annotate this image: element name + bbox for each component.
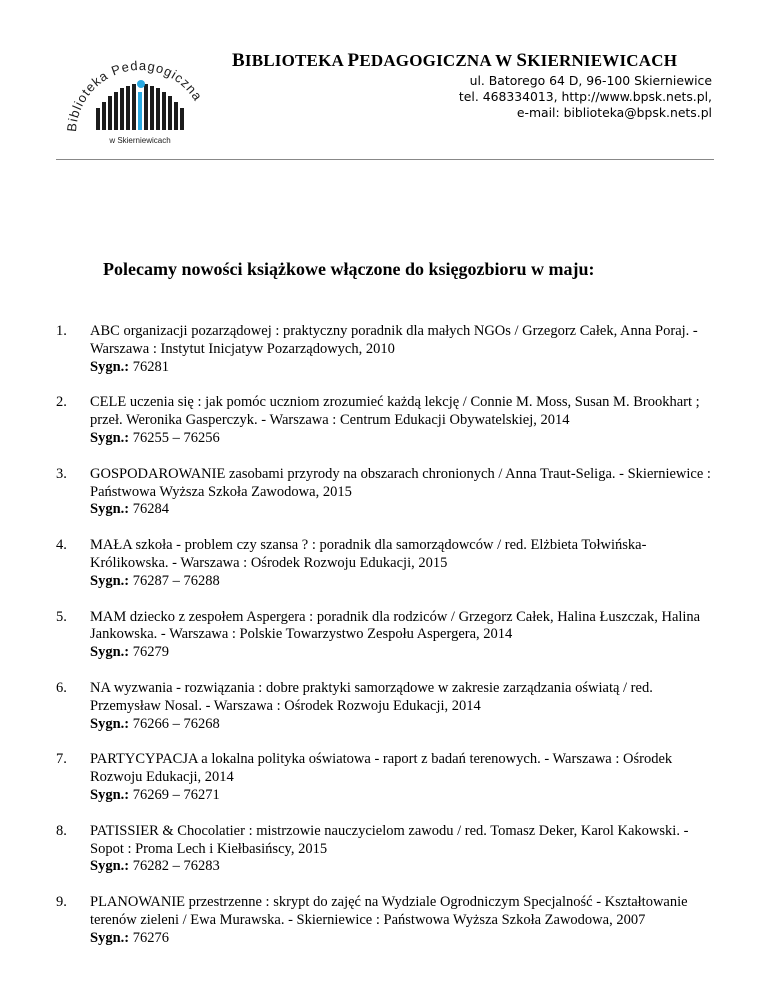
page-heading: Polecamy nowości książkowe włączone do księgozbioru w maju: bbox=[103, 259, 595, 279]
signature-value: 76282 – 76283 bbox=[132, 858, 220, 875]
book-description: PATISSIER & Chocolatier : mistrzowie nauczycielom zawodu / red. Tomasz Deker, Karol Kakowski. - Sopot : Proma Lech i Kiełbasińscy, 2015 bbox=[90, 822, 689, 857]
book-entry bbox=[56, 466, 716, 519]
signature-label: Sygn.: bbox=[90, 501, 130, 518]
logo-book-bar bbox=[114, 92, 118, 130]
library-name-part: P bbox=[347, 50, 360, 71]
book-number: 9. bbox=[56, 894, 67, 911]
book-list bbox=[56, 323, 716, 966]
book-description: CELE uczenia się : jak pomóc uczniom zrozumieć każdą lekcję / Connie M. Moss, Susan M. Brookhart ; przeł. Weronika Gasperczyk. - Warszawa : Centrum Edukacji Obywatelskiej, 2014 bbox=[90, 394, 700, 429]
signature-value: 76281 bbox=[132, 358, 169, 375]
book-description: ABC organizacji pozarządowej : praktyczny poradnik dla małych NGOs / Grzegorz Całek, Anna Poraj. - Warszawa : Instytut Inicjatyw Pozarządowych, 2010 bbox=[90, 323, 698, 357]
signature-label: Sygn.: bbox=[90, 429, 130, 446]
logo-book-bar bbox=[144, 84, 148, 130]
logo-dot bbox=[137, 80, 145, 88]
logo-book-bar bbox=[150, 86, 154, 130]
signature-label: Sygn.: bbox=[90, 644, 130, 661]
book-number: 5. bbox=[56, 608, 67, 625]
logo-book-bar bbox=[108, 96, 112, 130]
logo-books bbox=[96, 84, 184, 130]
book-number: 3. bbox=[56, 465, 67, 482]
signature-value: 76255 – 76256 bbox=[132, 429, 220, 446]
logo-book-bar bbox=[120, 88, 124, 130]
signature-value: 76284 bbox=[132, 501, 169, 518]
library-logo bbox=[58, 42, 220, 146]
book-signature bbox=[90, 716, 220, 732]
book-number: 6. bbox=[56, 679, 67, 696]
logo-book-bar bbox=[96, 108, 100, 130]
logo-book-bar bbox=[156, 88, 160, 130]
book-number: 4. bbox=[56, 537, 67, 554]
book-number: 2. bbox=[56, 394, 67, 411]
book-description: MAM dziecko z zespołem Aspergera : poradnik dla rodziców / Grzegorz Całek, Halina Łuszczak, Halina Jankowska. - Warszawa : Polskie Towarzystwo Zespołu Aspergera, 2014 bbox=[90, 608, 701, 643]
logo-book-bar bbox=[168, 96, 172, 130]
logo-book-bar bbox=[180, 108, 184, 130]
signature-label: Sygn.: bbox=[90, 715, 130, 732]
book-signature bbox=[90, 930, 169, 946]
logo-book-bar bbox=[126, 86, 130, 130]
book-signature bbox=[90, 430, 220, 446]
library-name-part: IBLIOTEKA bbox=[244, 51, 348, 70]
book-entry bbox=[56, 894, 716, 947]
library-name-part: KIERNIEWICACH bbox=[527, 51, 678, 70]
logo-book-bar bbox=[162, 92, 166, 130]
book-signature bbox=[90, 858, 220, 874]
library-name-part: EDAGOGICZNA W bbox=[359, 51, 517, 70]
library-logo-graphic bbox=[58, 42, 220, 146]
signature-label: Sygn.: bbox=[90, 858, 130, 875]
book-signature bbox=[90, 359, 169, 375]
book-description: NA wyzwania - rozwiązania : dobre praktyki samorządowe w zakresie zarządzania oświatą / red. Przemysław Nosal. - Warszawa : Ośrodek Rozwoju Edukacji, 2014 bbox=[90, 679, 653, 714]
email: e-mail: biblioteka@bpsk.nets.pl bbox=[516, 105, 712, 120]
book-description: GOSPODAROWANIE zasobami przyrody na obszarach chronionych / Anna Traut-Seliga. - Skierniewice : Państwowa Wyższa Szkoła Zawodowa, 2015 bbox=[90, 465, 711, 500]
book-signature bbox=[90, 787, 220, 803]
library-name bbox=[232, 50, 677, 72]
logo-bottom-text: w Skierniewicach bbox=[109, 136, 171, 145]
book-entry bbox=[56, 394, 716, 447]
logo-arc-text: Biblioteka Pedagogiczna bbox=[63, 57, 206, 133]
library-name-part: S bbox=[516, 50, 528, 71]
signature-label: Sygn.: bbox=[90, 929, 130, 946]
signature-label: Sygn.: bbox=[90, 358, 130, 375]
phone-web: tel. 468334013, http://www.bpsk.nets.pl, bbox=[458, 89, 712, 104]
book-entry bbox=[56, 680, 716, 733]
book-number: 7. bbox=[56, 751, 67, 768]
contact-info bbox=[459, 73, 712, 121]
book-number: 8. bbox=[56, 822, 67, 839]
logo-book-bar bbox=[132, 84, 136, 130]
book-description: PARTYCYPACJA a lokalna polityka oświatowa - raport z badań terenowych. - Warszawa : Ośrodek Rozwoju Edukacji, 2014 bbox=[90, 751, 673, 786]
logo-book-bar bbox=[174, 102, 178, 130]
book-signature bbox=[90, 501, 169, 517]
address: ul. Batorego 64 D, 96-100 Skierniewice bbox=[469, 73, 712, 88]
book-entry bbox=[56, 537, 716, 590]
signature-value: 76269 – 76271 bbox=[132, 786, 220, 803]
book-entry bbox=[56, 823, 716, 876]
library-name-part: B bbox=[232, 50, 245, 71]
book-signature bbox=[90, 644, 169, 660]
signature-label: Sygn.: bbox=[90, 786, 130, 803]
book-entry bbox=[56, 323, 716, 376]
book-description: MAŁA szkoła - problem czy szansa ? : poradnik dla samorządowców / red. Elżbieta Tołwińska-Królikowska. - Warszawa : Ośrodek Rozwoju Edukacji, 2015 bbox=[90, 537, 647, 571]
logo-book-bar bbox=[138, 92, 142, 130]
signature-value: 76279 bbox=[132, 644, 169, 661]
book-signature bbox=[90, 573, 220, 589]
signature-value: 76276 bbox=[132, 929, 169, 946]
book-entry bbox=[56, 609, 716, 662]
signature-value: 76266 – 76268 bbox=[132, 715, 220, 732]
signature-label: Sygn.: bbox=[90, 572, 130, 589]
logo-book-bar bbox=[102, 102, 106, 130]
header-divider bbox=[56, 159, 714, 160]
signature-value: 76287 – 76288 bbox=[132, 572, 220, 589]
book-description: PLANOWANIE przestrzenne : skrypt do zajęć na Wydziale Ogrodniczym Specjalność - Kształtowanie terenów zieleni / Ewa Murawska. - Skierniewice : Państwowa Wyższa Szkoła Zawodowa, 2007 bbox=[90, 894, 688, 928]
book-entry bbox=[56, 751, 716, 804]
book-number: 1. bbox=[56, 323, 67, 339]
